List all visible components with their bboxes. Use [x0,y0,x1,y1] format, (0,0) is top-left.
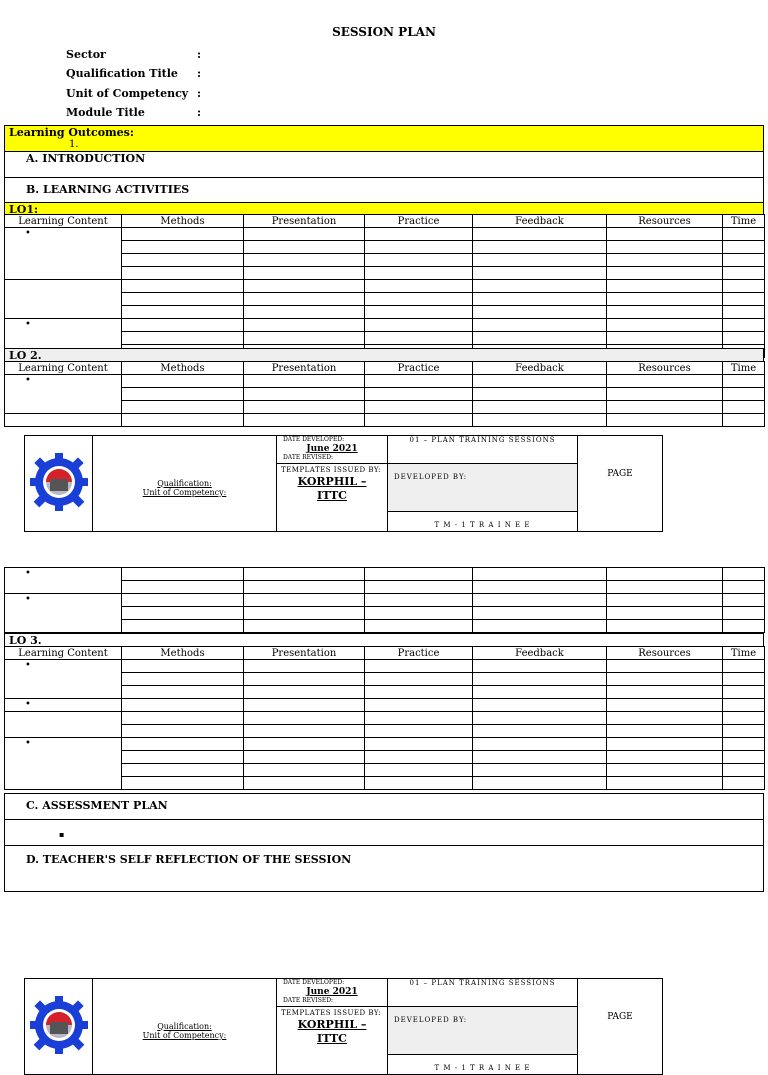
footer-qualification-label: Qualification: [157,1021,212,1031]
module-title-colon: : [197,106,202,119]
col-resources: Resources [607,647,723,660]
col-presentation: Presentation [244,215,365,228]
bullet: • [25,228,31,239]
reflection-heading: D. TEACHER'S SELF REFLECTION OF THE SESSION [26,853,352,866]
logo-cell [25,436,93,532]
assessment-content-row[interactable] [4,819,764,846]
lo1-label: LO1: [9,203,39,216]
qualification-title-colon: : [197,67,202,80]
page-footer [24,978,662,1073]
assessment-row [4,793,764,820]
qualification-cell [93,979,277,1075]
page-title: SESSION PLAN [332,25,436,39]
col-feedback: Feedback [473,362,607,375]
issuer-name: KORPHIL – ITTC [297,475,367,502]
assessment-heading: C. ASSESSMENT PLAN [26,799,168,812]
col-resources: Resources [607,215,723,228]
page-label: PAGE [578,979,663,1075]
learning-outcomes-label: Learning Outcomes: [9,126,134,139]
content-cell[interactable] [5,568,122,594]
code-cell [388,1055,578,1075]
korphil-gear-logo-icon [28,994,90,1056]
col-time: Time [723,215,765,228]
col-learning-content: Learning Content [5,647,122,660]
col-methods: Methods [122,362,244,375]
sector-label: Sector [66,48,106,61]
content-cell[interactable] [5,738,122,790]
bullet: • [25,568,31,579]
module-title-label: Module Title [66,106,145,119]
lo3-table [4,646,765,790]
col-presentation: Presentation [244,362,365,375]
date-cell [277,436,388,464]
col-resources: Resources [607,362,723,375]
plan-title: 01 – PLAN TRAINING SESSIONS [388,436,578,464]
content-cell[interactable] [5,228,122,280]
lo2-table [4,361,765,427]
col-time: Time [723,647,765,660]
content-cell[interactable] [5,594,122,633]
footer-qualification-label: Qualification: [157,478,212,488]
logo-cell [25,979,93,1075]
assessment-bullet: ▪ [59,830,65,839]
lo2-continued-table [4,567,765,633]
unit-of-competency-colon: : [197,87,202,100]
date-revised-label: DATE REVISED: [283,997,334,1004]
footer-unit-label: Unit of Competency: [142,487,227,497]
col-practice: Practice [365,362,473,375]
learning-outcome-item: 1. [69,139,79,150]
template-cell [277,464,388,532]
introduction-heading: A. INTRODUCTION [26,152,146,165]
content-cell[interactable] [5,699,122,712]
col-practice: Practice [365,647,473,660]
page-label: PAGE [578,436,663,532]
footer-unit-label: Unit of Competency: [142,1030,227,1040]
developed-by-cell [388,1007,578,1055]
lo2-label: LO 2. [9,349,42,362]
code-cell [388,512,578,532]
bullet: • [25,699,31,710]
content-cell[interactable] [5,280,122,319]
developed-by-label: DEVELOPED BY: [394,473,468,481]
template-issued-label: TEMPLATES ISSUED BY: [281,466,381,474]
col-feedback: Feedback [473,647,607,660]
bullet: • [25,660,31,671]
bullet: • [25,738,31,749]
date-developed-label: DATE DEVELOPED: [283,979,345,986]
qualification-title-label: Qualification Title [66,67,178,80]
module-code: T M - 1 T R A I N E E [434,521,531,529]
learning-activities-heading: B. LEARNING ACTIVITIES [26,183,190,196]
developed-by-label: DEVELOPED BY: [394,1016,468,1024]
template-cell [277,1007,388,1075]
lo2-row [4,348,764,362]
bullet: • [25,594,31,605]
lo3-row [4,633,764,647]
learning-outcomes-row [4,125,764,152]
content-cell[interactable] [5,712,122,738]
sector-colon: : [197,48,202,61]
date-developed-value: June 2021 [306,987,358,997]
lo1-table [4,214,765,358]
developed-by-cell [388,464,578,512]
col-learning-content: Learning Content [5,215,122,228]
korphil-gear-logo-icon [28,451,90,513]
col-practice: Practice [365,215,473,228]
col-learning-content: Learning Content [5,362,122,375]
date-developed-value: June 2021 [306,444,358,454]
module-code: T M - 1 T R A I N E E [434,1064,531,1072]
lo3-label: LO 3. [9,634,42,647]
bullet: • [25,375,31,386]
col-methods: Methods [122,215,244,228]
issuer-name: KORPHIL – ITTC [297,1018,367,1045]
col-methods: Methods [122,647,244,660]
col-feedback: Feedback [473,215,607,228]
unit-of-competency-label: Unit of Competency [66,87,189,100]
reflection-row[interactable] [4,845,764,892]
content-cell[interactable] [5,375,122,414]
date-cell [277,979,388,1007]
date-revised-label: DATE REVISED: [283,454,334,461]
bullet: • [25,319,31,330]
col-time: Time [723,362,765,375]
date-developed-label: DATE DEVELOPED: [283,436,345,443]
content-cell[interactable] [5,660,122,699]
col-presentation: Presentation [244,647,365,660]
introduction-row [4,151,764,178]
qualification-cell [93,436,277,532]
page-footer [24,435,662,530]
learning-activities-row [4,177,764,203]
plan-title: 01 – PLAN TRAINING SESSIONS [388,979,578,1007]
template-issued-label: TEMPLATES ISSUED BY: [281,1009,381,1017]
